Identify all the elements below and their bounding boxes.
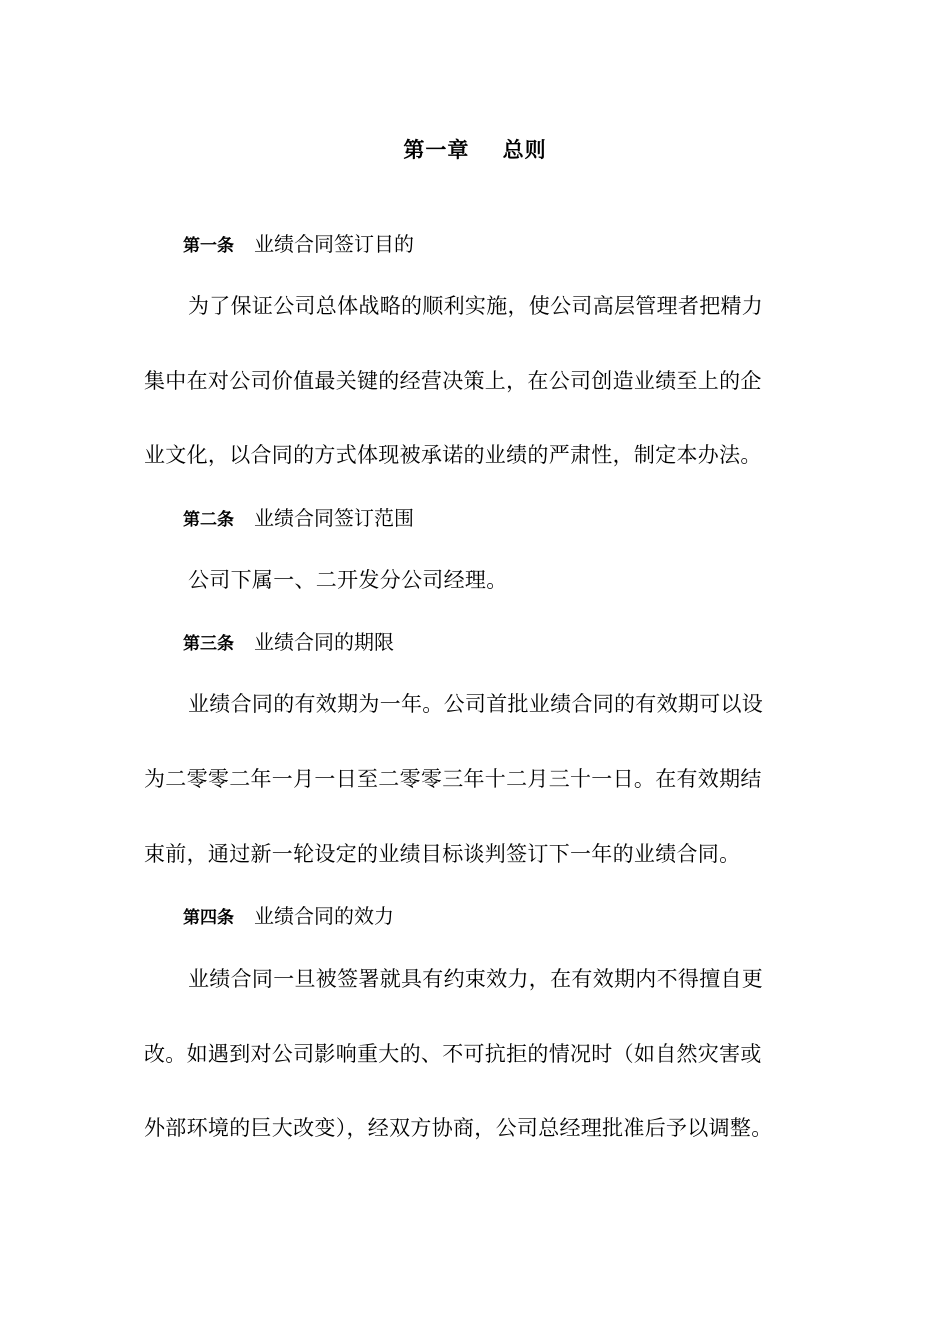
article-1-title: 业绩合同签订目的	[254, 232, 414, 256]
article-4-line-2: 改。如遇到对公司影响重大的、不可抗拒的情况时（如自然灾害或	[144, 1042, 762, 1066]
article-1-line-1: 为了保证公司总体战略的顺利实施，使公司高层管理者把精力	[188, 294, 764, 318]
article-2-title: 业绩合同签订范围	[254, 506, 414, 530]
article-3-number: 第三条	[183, 634, 234, 654]
article-1-line-2: 集中在对公司价值最关键的经营决策上，在公司创造业绩至上的企	[144, 369, 762, 393]
article-4-line-3: 外部环境的巨大改变），经双方协商，公司总经理批准后予以调整。	[144, 1116, 773, 1140]
article-4-heading	[183, 900, 394, 929]
article-3-line-1: 业绩合同的有效期为一年。公司首批业绩合同的有效期可以设	[188, 692, 764, 716]
article-3-heading	[183, 626, 394, 655]
article-2-heading	[183, 502, 414, 531]
article-4-number: 第四条	[183, 908, 234, 928]
article-3-line-2: 为二零零二年一月一日至二零零三年十二月三十一日。在有效期结	[144, 767, 762, 791]
chapter-title: 第一章 总则	[403, 137, 547, 162]
article-2-number: 第二条	[183, 510, 234, 530]
article-3-title: 业绩合同的期限	[254, 630, 394, 654]
article-4-line-1: 业绩合同一旦被签署就具有约束效力，在有效期内不得擅自更	[188, 967, 764, 991]
article-1-heading	[183, 228, 414, 257]
article-3-line-3: 束前，通过新一轮设定的业绩目标谈判签订下一年的业绩合同。	[144, 842, 741, 866]
article-1-number: 第一条	[183, 236, 234, 256]
article-4-title: 业绩合同的效力	[254, 904, 394, 928]
article-2-line-1: 公司下属一、二开发分公司经理。	[188, 568, 508, 592]
article-1-line-3: 业文化，以合同的方式体现被承诺的业绩的严肃性，制定本办法。	[144, 443, 762, 467]
